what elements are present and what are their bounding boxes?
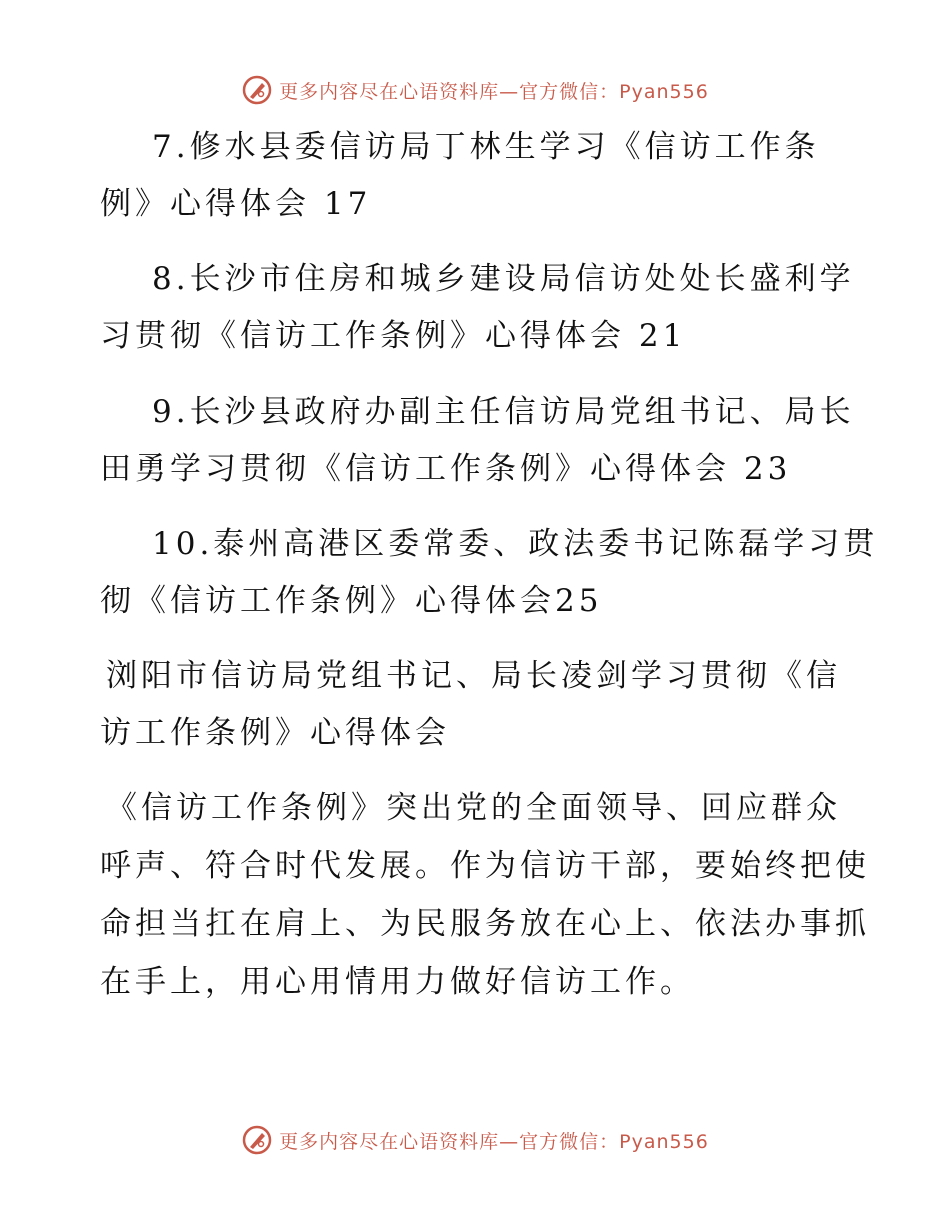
toc-entry-8-line1: 8.长沙市住房和城乡建设局信访处处长盛利学: [152, 261, 855, 297]
article-title-line1: 浏阳市信访局党组书记、局长凌剑学习贯彻《信: [106, 658, 841, 694]
article-title-line2: 访工作条例》心得体会: [100, 715, 450, 751]
article-body-line1: 《信访工作条例》突出党的全面领导、回应群众: [106, 790, 841, 826]
article-body-line4: 在手上，用心用情用力做好信访工作。: [100, 964, 695, 1000]
toc-entry-10-line2: 彻《信访工作条例》心得体会25: [100, 583, 603, 619]
watermark-text: 更多内容尽在心语资料库—官方微信：Pyan556: [279, 80, 709, 103]
watermark-text: 更多内容尽在心语资料库—官方微信：Pyan556: [279, 1130, 709, 1153]
toc-entry-10-line1: 10.泰州高港区委常委、政法委书记陈磊学习贯: [152, 526, 879, 562]
footer-watermark: [0, 1120, 950, 1160]
toc-entry-7-line2: 例》心得体会 17: [100, 186, 372, 222]
toc-entry-9-line2: 田勇学习贯彻《信访工作条例》心得体会 23: [100, 451, 792, 487]
article-body-line3: 命担当扛在肩上、为民服务放在心上、依法办事抓: [100, 906, 870, 942]
pen-nib-logo-icon: [241, 1124, 273, 1156]
toc-entry-9-line1: 9.长沙县政府办副主任信访局党组书记、局长: [152, 394, 855, 430]
pen-nib-logo-icon: [241, 74, 273, 106]
header-watermark: [0, 70, 950, 110]
toc-entry-7-line1: 7.修水县委信访局丁林生学习《信访工作条: [152, 129, 820, 165]
article-body-line2: 呼声、符合时代发展。作为信访干部，要始终把使: [100, 848, 870, 884]
toc-entry-8-line2: 习贯彻《信访工作条例》心得体会 21: [100, 318, 687, 354]
